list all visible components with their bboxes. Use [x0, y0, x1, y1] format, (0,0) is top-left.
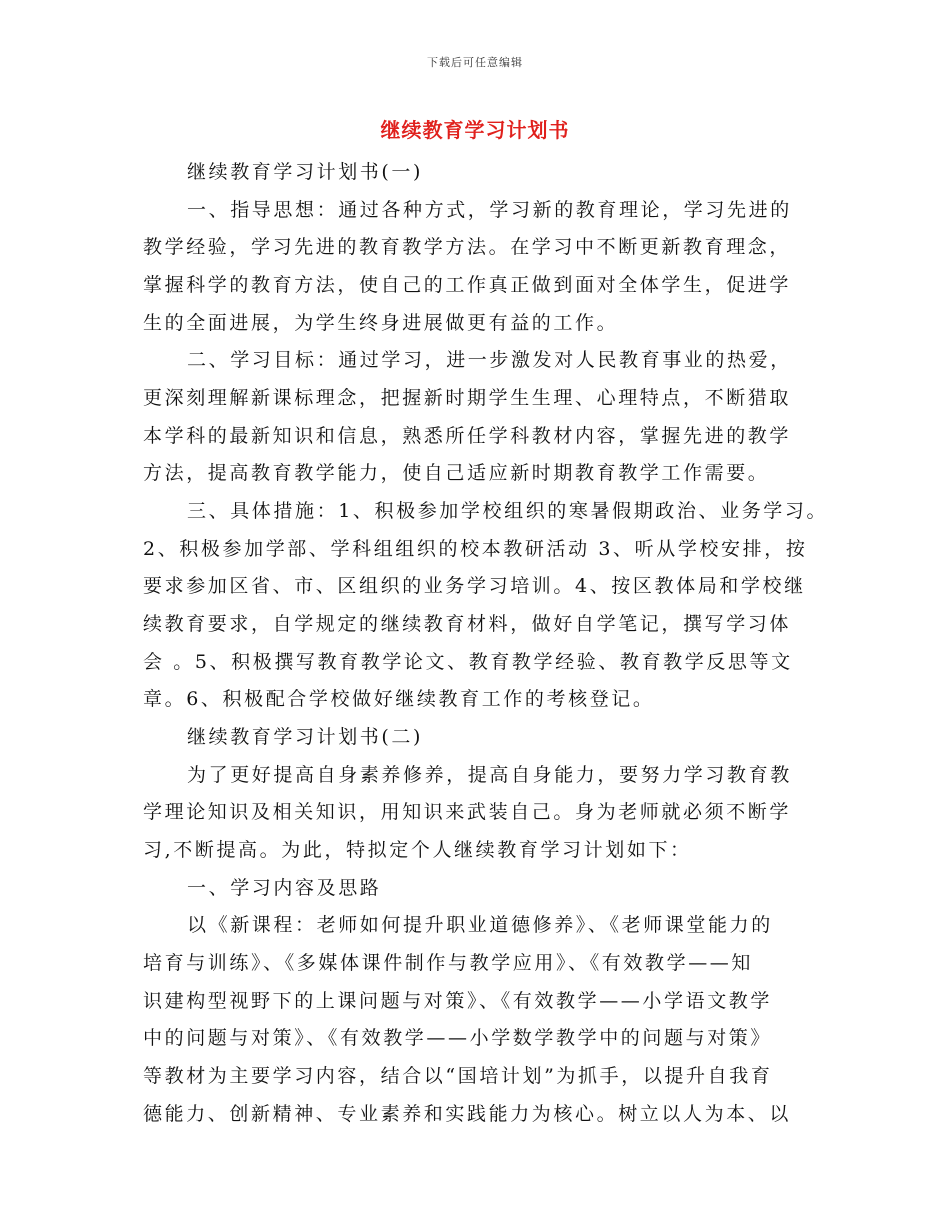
- paragraph-line: 二、学习目标：通过学习，进一步激发对人民教育事业的热爱，: [187, 349, 792, 371]
- subheading: 继续教育学习计划书(二): [187, 726, 424, 748]
- paragraph-line: 本学科的最新知识和信息，熟悉所任学科教材内容，掌握先进的教学: [143, 425, 792, 447]
- paragraph-line: 方法，提高教育教学能力，使自己适应新时期教育教学工作需要。: [143, 462, 770, 484]
- paragraph-line: 以《新课程：老师如何提升职业道德修养》、《老师课堂能力的: [187, 914, 773, 936]
- document-title: 继续教育学习计划书: [380, 118, 570, 142]
- paragraph-line: 一、指导思想：通过各种方式，学习新的教育理论，学习先进的: [187, 199, 792, 221]
- paragraph-line: 习,不断提高。为此，特拟定个人继续教育学习计划如下：: [143, 839, 692, 861]
- paragraph-line: 学理论知识及相关知识，用知识来武装自己。身为老师就必须不断学: [143, 801, 792, 823]
- paragraph-line: 教学经验，学习先进的教育教学方法。在学习中不断更新教育理念，: [143, 236, 792, 258]
- section-heading: 一、学习内容及思路: [187, 877, 382, 899]
- paragraph-line: 2、积极参加学部、学科组组织的校本教研活动 3、听从学校安排，按: [143, 538, 808, 560]
- paragraph-line: 章。6、积极配合学校做好继续教育工作的考核登记。: [143, 688, 655, 710]
- page-header: 下载后可任意编辑: [427, 56, 523, 69]
- paragraph-line: 更深刻理解新课标理念，把握新时期学生生理、心理特点，不断猎取: [143, 387, 792, 409]
- paragraph-line: 德能力、创新精神、专业素养和实践能力为核心。树立以人为本、以: [143, 1103, 792, 1125]
- paragraph-line: 掌握科学的教育方法，使自己的工作真正做到面对全体学生，促进学: [143, 274, 792, 296]
- paragraph-line: 续教育要求，自学规定的继续教育材料，做好自学笔记，撰写学习体: [143, 613, 792, 635]
- paragraph-line: 生的全面进展，为学生终身进展做更有益的工作。: [143, 312, 619, 334]
- paragraph-line: 等教材为主要学习内容，结合以“国培计划”为抓手，以提升自我育: [143, 1065, 773, 1087]
- paragraph-line: 三、具体措施：1、积极参加学校组织的寒暑假期政治、业务学习。: [187, 500, 829, 522]
- paragraph-line: 会 。5、积极撰写教育教学论文、教育教学经验、教育教学反思等文: [143, 651, 793, 673]
- paragraph-line: 培育与训练》、《多媒体课件制作与教学应用》、《有效教学——知: [143, 952, 754, 974]
- paragraph-line: 中的问题与对策》、《有效教学——小学数学教学中的问题与对策》: [143, 1027, 773, 1049]
- paragraph-line: 识建构型视野下的上课问题与对策》、《有效教学——小学语文教学: [143, 990, 773, 1012]
- subheading: 继续教育学习计划书(一): [187, 161, 424, 183]
- paragraph-line: 为了更好提高自身素养修养，提高自身能力，要努力学习教育教: [187, 764, 792, 786]
- paragraph-line: 要求参加区省、市、区组织的业务学习培训。4、按区教体局和学校继: [143, 575, 806, 597]
